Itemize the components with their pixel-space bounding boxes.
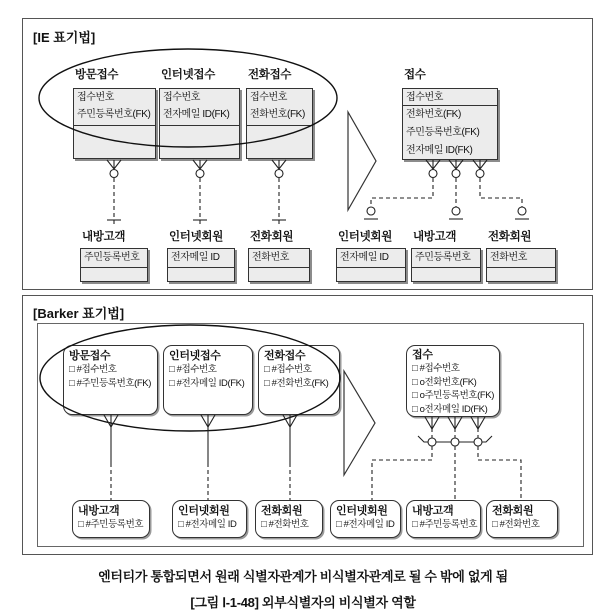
- entity-title: 접수: [412, 349, 433, 361]
- attribute: 전자메일 ID: [171, 252, 220, 263]
- attribute: 접수번호: [77, 92, 115, 103]
- bk-entity-box-reception: [406, 345, 500, 417]
- bk-entity-box-internet-member: [172, 500, 247, 538]
- entity-label-visit-reception: 방문접수: [75, 69, 119, 81]
- figure-note: 엔터티가 통합되면서 원래 식별자관계가 비식별자관계로 될 수 밖에 없게 됨: [98, 569, 508, 584]
- entity-label-phone-member: 전화회원: [250, 231, 294, 243]
- attribute: 접수번호: [250, 92, 288, 103]
- figure-title: [그림 Ⅰ-1-48] 외부식별자의 비식별자 역할: [190, 595, 416, 610]
- attribute: □ #전화번호: [492, 519, 540, 530]
- entity-box-phone-member: [248, 248, 310, 282]
- entity-label-phone-reception: 전화접수: [248, 69, 292, 81]
- entity-title: 내방고객: [78, 505, 120, 517]
- entity-label-internet-member-2: 인터넷회원: [338, 231, 393, 243]
- entity-title: 전화접수: [264, 350, 306, 362]
- entity-label-reception: 접수: [404, 69, 426, 81]
- attribute: 전자메일 ID(FK): [163, 109, 230, 120]
- entity-box-walkin-customer: [80, 248, 148, 282]
- entity-box-internet-reception: [159, 88, 240, 159]
- entity-title: 전화회원: [492, 505, 534, 517]
- entity-box-walkin-customer-2: [411, 248, 481, 282]
- entity-title: 인터넷회원: [336, 505, 388, 517]
- attribute: □ #접수번호: [264, 364, 312, 375]
- attribute: □ #전자메일 ID: [336, 519, 395, 530]
- attribute: 접수번호: [406, 92, 444, 103]
- entity-label-phone-member-2: 전화회원: [488, 231, 532, 243]
- attribute: □ #접수번호: [169, 364, 217, 375]
- entity-box-internet-member: [167, 248, 235, 282]
- attribute: □ #전자메일 ID: [178, 519, 237, 530]
- bk-entity-box-phone-member: [255, 500, 323, 538]
- bk-entity-box-internet-reception: [163, 345, 253, 415]
- bk-entity-box-walkin-customer: [72, 500, 150, 538]
- entity-title: 내방고객: [412, 505, 454, 517]
- bk-entity-box-visit-reception: [63, 345, 158, 415]
- entity-box-visit-reception: [73, 88, 156, 159]
- attribute: □ o전화번호(FK): [412, 376, 477, 388]
- entity-title: 인터넷회원: [178, 505, 230, 517]
- attribute: □ #주민등록번호(FK): [69, 377, 151, 389]
- attribute: □ #전자메일 ID(FK): [169, 377, 245, 389]
- attribute: 전자메일 ID: [340, 252, 389, 263]
- attribute: 접수번호: [163, 92, 201, 103]
- bk-entity-box-internet-member-2: [330, 500, 401, 538]
- entity-box-reception: [402, 88, 498, 160]
- entity-label-internet-member: 인터넷회원: [169, 231, 224, 243]
- attribute: 전화번호: [252, 252, 290, 263]
- attribute: □ #주민등록번호: [412, 519, 478, 530]
- attribute: □ #주민등록번호: [78, 519, 144, 530]
- ie-panel-label: [IE 표기법]: [33, 30, 96, 45]
- attribute: 전화번호(FK): [406, 109, 461, 120]
- attribute: □ #전화번호(FK): [264, 377, 329, 389]
- attribute: 전화번호(FK): [250, 109, 305, 120]
- entity-box-internet-member-2: [336, 248, 406, 282]
- entity-title: 전화회원: [261, 505, 303, 517]
- entity-title: 인터넷접수: [169, 350, 221, 362]
- bk-entity-box-walkin-customer-2: [406, 500, 481, 538]
- bk-entity-box-phone-reception: [258, 345, 340, 415]
- attribute: □ o전자메일 ID(FK): [412, 403, 488, 415]
- attribute: 주민등록번호(FK): [406, 127, 480, 138]
- attribute: □ o주민등록번호(FK): [412, 390, 494, 401]
- attribute: 전화번호: [490, 252, 528, 263]
- attribute: 주민등록번호: [84, 252, 140, 263]
- attribute: □ #전화번호: [261, 519, 309, 530]
- attribute: 주민등록번호: [415, 252, 471, 263]
- attribute: 주민등록번호(FK): [77, 109, 151, 120]
- attribute: □ #접수번호: [412, 363, 460, 374]
- entity-title: 방문접수: [69, 350, 111, 362]
- entity-box-phone-member-2: [486, 248, 556, 282]
- bk-entity-box-phone-member-2: [486, 500, 558, 538]
- entity-box-phone-reception: [246, 88, 313, 159]
- attribute: □ #접수번호: [69, 364, 117, 375]
- attribute: 전자메일 ID(FK): [406, 145, 473, 156]
- entity-label-internet-reception: 인터넷접수: [161, 69, 216, 81]
- entity-label-walkin-customer: 내방고객: [82, 231, 126, 243]
- entity-label-walkin-customer-2: 내방고객: [413, 231, 457, 243]
- barker-panel-label: [Barker 표기법]: [33, 306, 125, 321]
